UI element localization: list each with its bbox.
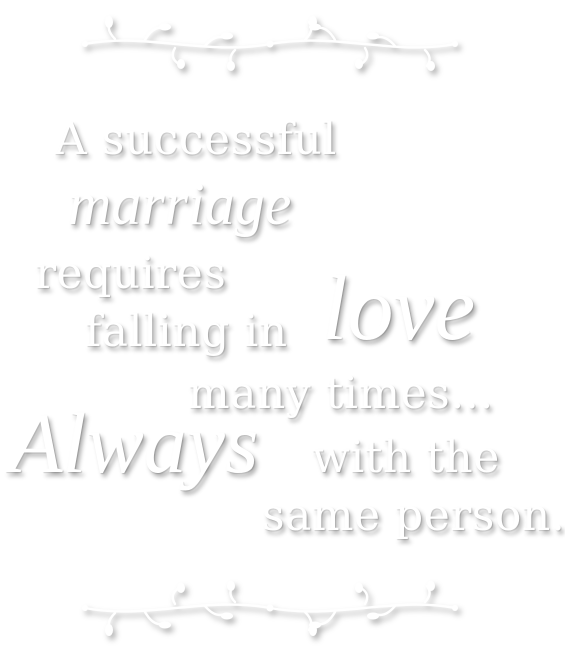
quote-line-many-times: many times... — [188, 368, 494, 419]
quote-line-a-successful: A successful — [55, 114, 337, 165]
top-floral-ornament-icon — [65, 12, 475, 72]
quote-line-falling-in: falling in — [85, 306, 288, 357]
quote-line-requires: requires — [35, 248, 227, 299]
quote-line-with-the: with the — [312, 432, 500, 483]
quote-line-love: love — [322, 257, 476, 359]
quote-line-always: Always — [10, 395, 259, 491]
quote-line-same-person: same person. — [262, 490, 565, 541]
quote-line-marriage: marriage — [68, 171, 292, 237]
bottom-floral-ornament-icon — [65, 580, 475, 640]
